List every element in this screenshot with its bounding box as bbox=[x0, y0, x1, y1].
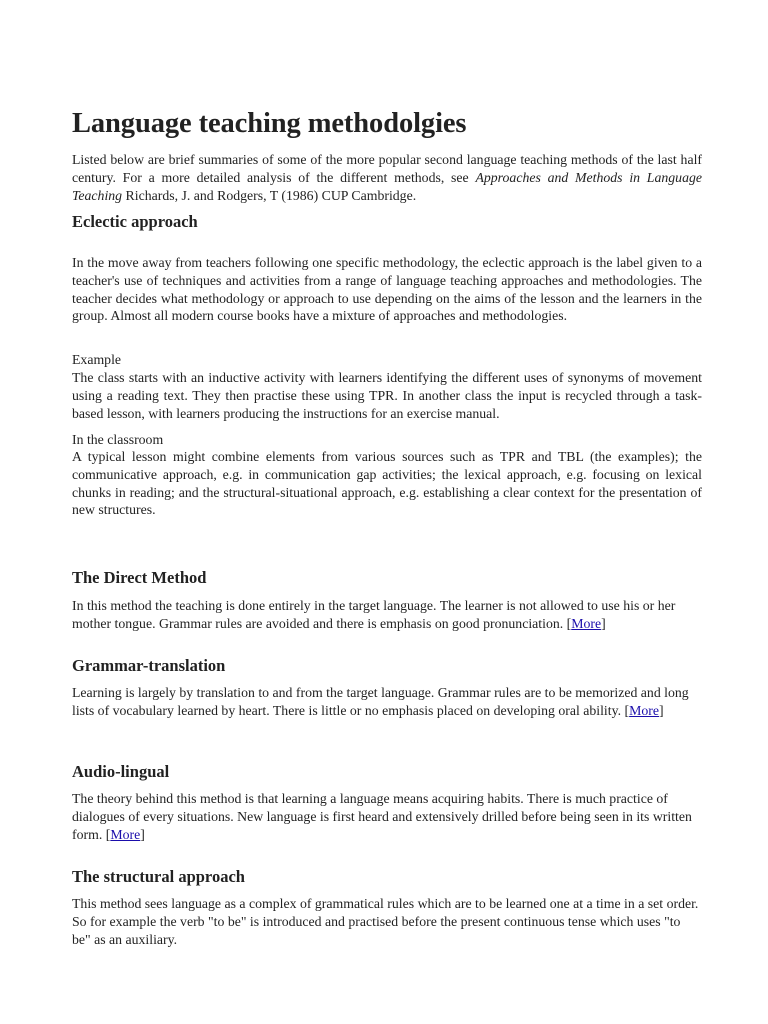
page-title: Language teaching methodolgies bbox=[72, 108, 467, 139]
grammar-translation-paragraph: Learning is largely by translation to and from the target language. Grammar rules are to be memorized and long lists of vocabulary learned by heart. There is little or no emphasis placed on developing oral ability. [More] bbox=[72, 685, 689, 718]
example-paragraph: The class starts with an inductive activity with learners identifying the different uses of synonyms of movement using a reading text. They then practise these using TPR. In another class the input is recycled through a task-based lesson, with learners producing the instructions for an exercise manual. bbox=[72, 370, 702, 421]
classroom-label: In the classroom bbox=[72, 432, 164, 447]
example-label: Example bbox=[72, 352, 122, 367]
eclectic-paragraph: In the move away from teachers following one specific methodology, the eclectic approach is the label given to a teacher's use of techniques and activities from a range of language teaching approaches and methodologies. The teacher decides what methodology or approach to use depending on the aims of the lesson and the learners in the group. Almost all modern course books have a mixture of approaches and methodologies. bbox=[72, 255, 702, 324]
grammar-translation-more-link[interactable]: More bbox=[629, 702, 659, 718]
heading-direct-method: The Direct Method bbox=[72, 568, 207, 587]
heading-audio-lingual: Audio-lingual bbox=[72, 762, 170, 781]
intro-citation: Richards, J. and Rodgers, T (1986) CUP Cambridge. bbox=[122, 187, 417, 203]
book-title: Approaches and Methods in Language Teaching bbox=[72, 169, 702, 203]
structural-approach-paragraph: This method sees language as a complex of grammatical rules which are to be learned one at a time in a set order. So for example the verb "to be" is introduced and practised before the present continuous tense which uses "to be" as an auxiliary. bbox=[72, 896, 699, 947]
direct-method-more-link[interactable]: More bbox=[571, 615, 602, 631]
intro-paragraph bbox=[72, 151, 702, 204]
direct-method-text: In this method the teaching is done entirely in the target language. The learner is not allowed to use his or her mother tongue. Grammar rules are avoided and there is emphasis on good pronunciation. bbox=[72, 598, 676, 631]
intro-text: Listed below are brief summaries of some of the more popular second language teaching methods of the last half century. For a more detailed analysis of the different methods, see bbox=[72, 152, 702, 185]
audio-lingual-paragraph: The theory behind this method is that learning a language means acquiring habits. There is much practice of dialogues of every situations. New language is first heard and extensively drilled before being seen in its written form. [More] bbox=[72, 791, 692, 842]
grammar-translation-text: Learning is largely by translation to and from the target language. Grammar rules are to be memorized and long lists of vocabulary learned by heart. There is little or no emphasis placed on developing oral ability. bbox=[72, 685, 689, 718]
audio-lingual-text: The theory behind this method is that learning a language means acquiring habits. There is much practice of dialogues of every situations. New language is first heard and extensively drilled before being seen in its written form. bbox=[72, 791, 692, 842]
direct-method-paragraph: In this method the teaching is done entirely in the target language. The learner is not allowed to use his or her mother tongue. Grammar rules are avoided and there is emphasis on good pronunciation. [More] bbox=[72, 598, 676, 631]
heading-structural-approach: The structural approach bbox=[72, 867, 245, 886]
heading-grammar-translation: Grammar-translation bbox=[72, 656, 226, 675]
audio-lingual-more-link[interactable]: More bbox=[110, 826, 141, 842]
heading-eclectic-approach: Eclectic approach bbox=[72, 212, 198, 231]
classroom-paragraph: A typical lesson might combine elements from various sources such as TPR and TBL (the examples); the communicative approach, e.g. in communication gap activities; the lexical approach, e.g. focusing on lexical chunks in reading; and the structural-situational approach, e.g. establishing a clear context for the presentation of new structures. bbox=[72, 449, 702, 518]
